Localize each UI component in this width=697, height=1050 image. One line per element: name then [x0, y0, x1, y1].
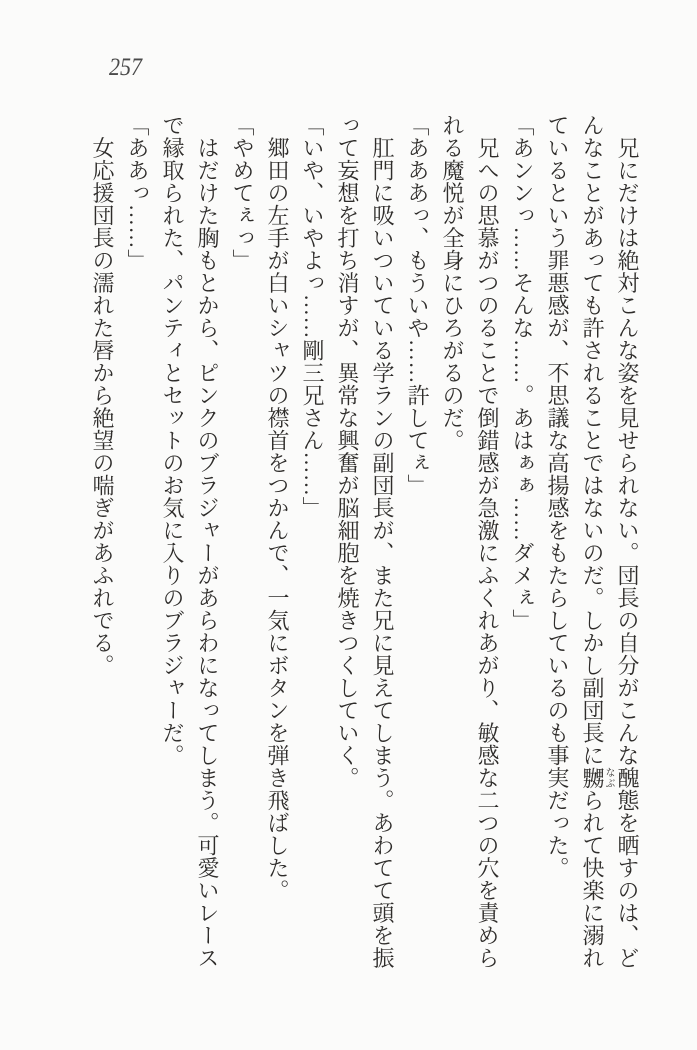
- paragraph-narration-4: 郷田の左手が白いシャツの襟首をつかんで、一気にボタンを弾き飛ばした。: [265, 114, 290, 902]
- paragraph-narration-6: 女応援団長の濡れた唇から絶望の喘ぎがあふれでる。: [90, 114, 115, 677]
- paragraph-text-before-ruby: 兄にだけは絶対こんな姿を見せられない。団長の自分がこんな醜態を晒すのは、どんなことがあっても許されることではないのだ。しかし副団長に: [580, 114, 640, 969]
- paragraph-narration-2: 兄への思慕がつのることで倒錯感が急激にふくれあがり、敏感な二つの穴を責められる魔悦が全身にひろがるのだ。: [440, 114, 500, 969]
- paragraph-dialogue-5: 「ああっ……」: [125, 114, 150, 272]
- page-number: 257: [109, 54, 142, 81]
- paragraph-dialogue-1: 「あンンっ……そんな……。あはぁぁ……ダメぇ」: [510, 114, 535, 632]
- paragraph-dialogue-3: 「いや、いやよっ……剛三兄さん……」: [300, 114, 325, 519]
- ruby-furigana: なぶ: [603, 766, 614, 789]
- paragraph-dialogue-4: 「やめてぇっ」: [230, 114, 255, 272]
- paragraph-narration-5: はだけた胸もとから、ピンクのブラジャーがあらわになってしまう。可愛いレースで縁取られた、パンティとセットのお気に入りのブラジャーだ。: [160, 114, 220, 969]
- paragraph-narration-1: [540, 114, 645, 974]
- ruby-base-char: 嬲: [580, 766, 605, 789]
- ruby-annotation: [580, 766, 614, 790]
- page-text-block: [85, 114, 645, 974]
- paragraph-dialogue-2: 「あああっ、もういや……許してぇ」: [405, 114, 430, 497]
- paragraph-narration-3: 肛門に吸いついている学ランの副団長が、また兄に見えてしまう。あわてて頭を振って妄想を打ち消すが、異常な興奮が脳細胞を焼きつくしていく。: [335, 114, 395, 969]
- paragraph-text-after-ruby: られて快楽に溺れているという罪悪感が、不思議な高揚感をもたらしているのも事実だった。: [545, 114, 605, 969]
